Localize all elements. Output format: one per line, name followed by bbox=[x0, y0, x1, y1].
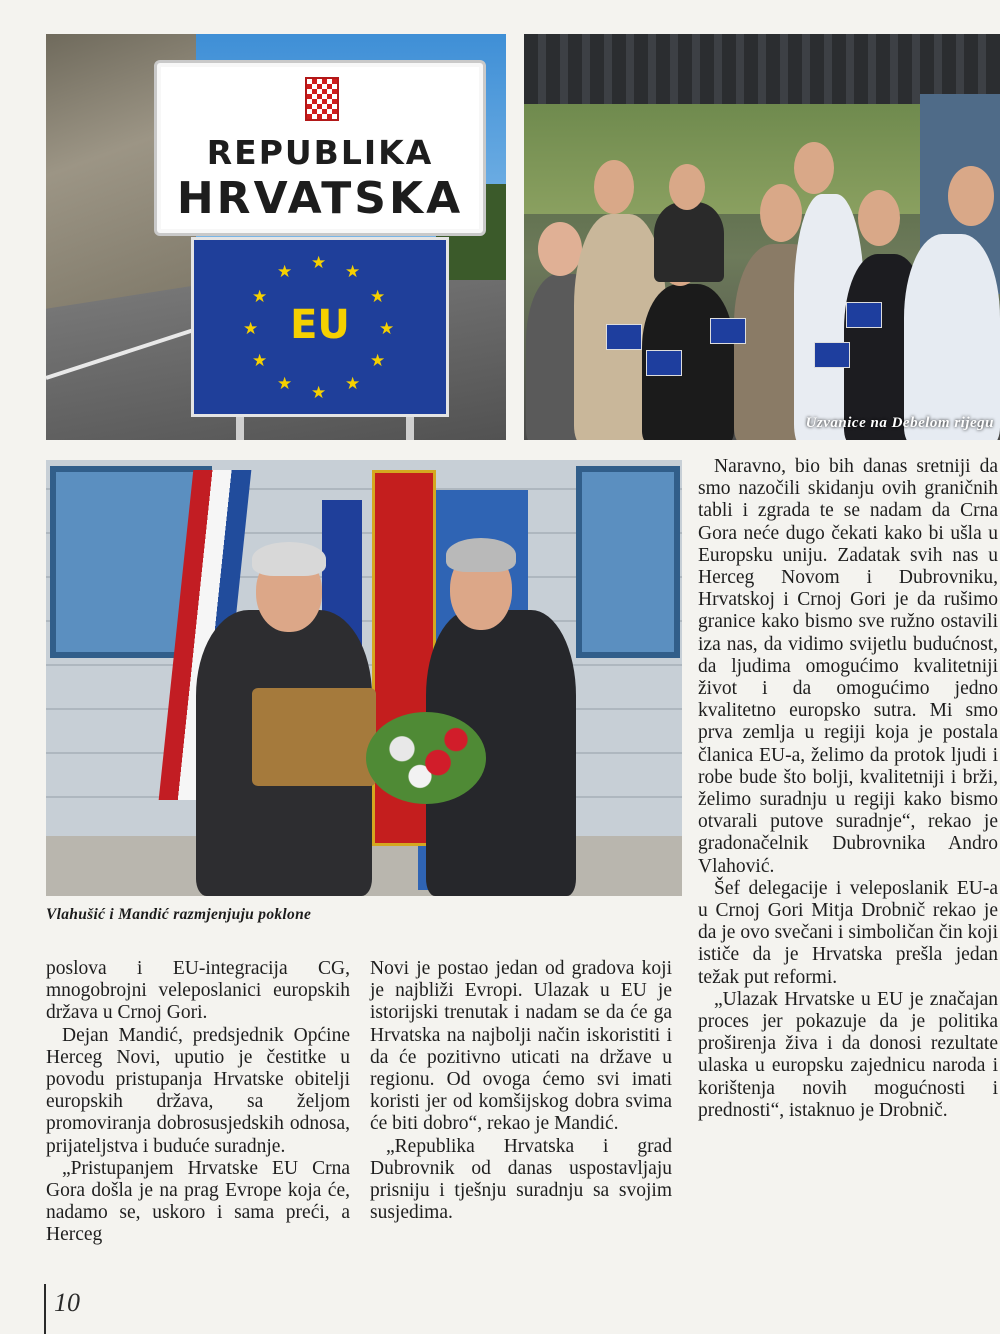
paragraph: „Ulazak Hrvatske u EU je značajan proces jer pokazuje da je politika proširenja živa i da donosi rezultate ulaska u europsku zajednicu naroda i korištenja novih mogućnosti i prednosti“, istaknuo je Drobnič. bbox=[698, 988, 998, 1121]
star-icon: ★ bbox=[277, 262, 293, 281]
text-column-1 bbox=[46, 958, 350, 1247]
star-icon: ★ bbox=[370, 287, 386, 306]
text-column-3 bbox=[698, 456, 998, 1122]
eu-flag-icon bbox=[606, 324, 642, 350]
photo-caption: Uzvanice na Debelom rijegu bbox=[805, 415, 994, 431]
eu-flag-icon bbox=[846, 302, 882, 328]
person-head bbox=[669, 164, 705, 210]
star-icon: ★ bbox=[252, 287, 268, 306]
star-icon: ★ bbox=[311, 383, 327, 402]
star-icon: ★ bbox=[277, 374, 293, 393]
paragraph: Šef delegacije i veleposlanik EU-a u Crnoj Gori Mitja Drobnič rekao je da je ovo svečani i simboličan čin koji ističe da je Hrvatska prešla jedan težak put reformi. bbox=[698, 877, 998, 988]
person bbox=[654, 202, 724, 282]
page-number: 10 bbox=[54, 1288, 80, 1317]
person-head bbox=[594, 160, 634, 214]
text-column-2 bbox=[370, 958, 672, 1224]
photo-border-sign bbox=[46, 34, 506, 440]
man-right-hair bbox=[446, 538, 516, 572]
person-head bbox=[948, 166, 994, 226]
eu-flag-icon bbox=[710, 318, 746, 344]
star-icon: ★ bbox=[345, 262, 361, 281]
croatian-coat-of-arms-icon bbox=[305, 77, 339, 121]
sign-title-bottom: HRVATSKA bbox=[176, 173, 464, 224]
page-number-rule bbox=[44, 1284, 46, 1334]
eu-sign bbox=[191, 237, 449, 417]
star-icon: ★ bbox=[370, 351, 386, 370]
photo-caption: Vlahušić i Mandić razmjenjuju poklone bbox=[46, 906, 312, 923]
eu-sign-text: EU bbox=[290, 302, 350, 348]
paragraph: Dejan Mandić, predsjednik Općine Herceg Novi, uputio je čestitke u povodu pristupanja Hrvatske obitelji europskih država, sa željom promoviranja dobrosusjedskih odnosa, prijateljstva i buduće suradnje. bbox=[46, 1024, 350, 1157]
star-icon: ★ bbox=[379, 319, 395, 338]
person bbox=[904, 234, 1000, 440]
sign-title-top: REPUBLIKA bbox=[206, 133, 434, 172]
photo-guests bbox=[524, 34, 1000, 440]
eu-flag-icon bbox=[814, 342, 850, 368]
paragraph: poslova i EU-integracija CG, mnogobrojni veleposlanici europskih država u Crnoj Gori. bbox=[46, 958, 350, 1024]
window bbox=[576, 466, 680, 658]
person-head bbox=[794, 142, 834, 194]
paragraph: „Pristupanjem Hrvatske EU Crna Gora došla je na prag Evrope koja će, nadamo se, uskoro i sama preći, a Herceg bbox=[46, 1157, 350, 1246]
croatia-sign bbox=[154, 60, 486, 236]
flower-bouquet bbox=[366, 712, 486, 804]
man-left-hair bbox=[252, 542, 326, 576]
paragraph: Novi je postao jedan od gradova koji je najbliži Evropi. Ulazak u EU je istorijski trenutak i nadam se da će ga Hrvatska na najbolji način iskoristiti i da će pozitivno uticati na države u regionu. Od ovoga ćemo svi imati koristi jer od komšijskog dobra svima će biti dobro“, rekao je Mandić. bbox=[370, 958, 672, 1135]
person-head bbox=[858, 190, 900, 246]
person-head bbox=[538, 222, 582, 276]
star-icon: ★ bbox=[243, 319, 259, 338]
star-icon: ★ bbox=[252, 351, 268, 370]
paragraph: Naravno, bio bih danas sretniji da smo nazočili skidanju ovih graničnih tabli i zgrada te se nadam da Crna Gora neće dugo čekati kako bi ušla u Europsku uniju. Zadatak svih nas u Herceg Novom i Dubrovniku, Hrvatskoj i Crnoj Gori je da rušimo granice kako bismo sve ružno ostavili iza nas, da vidimo svijetlu budućnost, da ljudima omogućimo kvalitetniji život i da omogućimo jedno kvalitetno europsko sutra. Mi smo prva zemlja u regiji koja je postala članica EU-a, želimo da protok ljudi i robe bude što bolji, kvalitetniji i brži, želimo suradnju u regiji kako bismo otvarali putove suradnje“, rekao je gradonačelnik Dubrovnika Andro Vlahović. bbox=[698, 456, 998, 877]
eu-flag-icon bbox=[646, 350, 682, 376]
star-icon: ★ bbox=[311, 253, 327, 272]
star-icon: ★ bbox=[345, 374, 361, 393]
paragraph: „Republika Hrvatska i grad Dubrovnik od danas uspostavljaju prisniju i tješnju suradnju sa svojim susjedima. bbox=[370, 1135, 672, 1224]
gift-basket-wine bbox=[252, 688, 376, 786]
photo-gift-exchange bbox=[46, 460, 682, 896]
person-head bbox=[760, 184, 802, 242]
